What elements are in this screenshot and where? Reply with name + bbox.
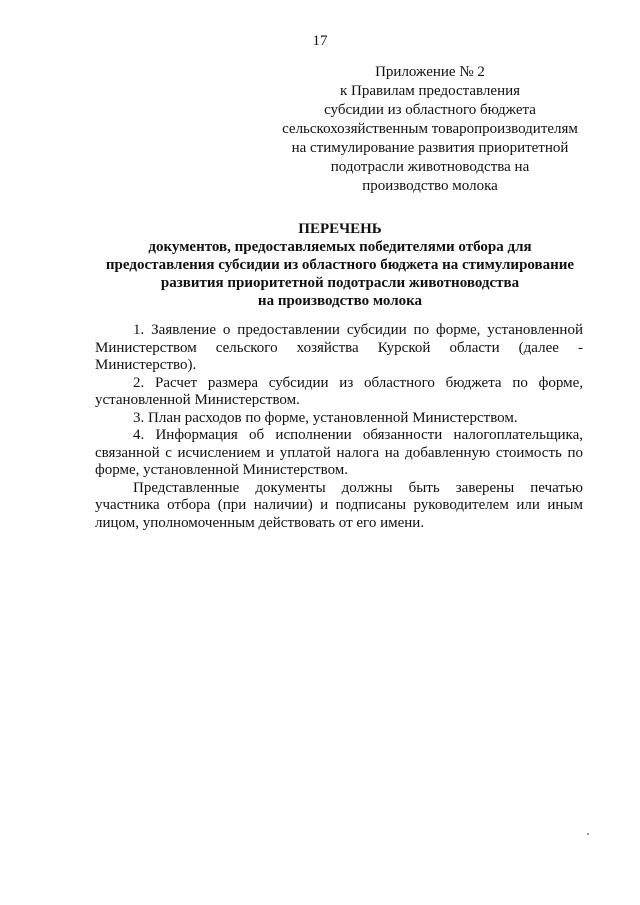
appendix-header xyxy=(262,63,598,196)
appendix-line: подотрасли животноводства на xyxy=(330,159,530,175)
document-title xyxy=(60,220,620,310)
appendix-line: производство молока xyxy=(362,178,498,194)
title-subtitle-line: документов, предоставляемых победителями отбора для xyxy=(148,239,532,255)
document-body xyxy=(95,322,583,532)
title-subtitle-line: предоставления субсидии из областного бюджета на стимулирование xyxy=(105,257,575,273)
list-item: 2. Расчет размера субсидии из областного бюджета по форме, установленной Министерством. xyxy=(95,374,583,408)
title-subtitle-line: развития приоритетной подотрасли животноводства xyxy=(160,275,520,291)
scan-speck xyxy=(587,833,589,835)
title-heading: ПЕРЕЧЕНЬ xyxy=(298,221,382,237)
list-item: 4. Информация об исполнении обязанности налогоплательщика, связанной с исчислением и уплатой налога на добавленную стоимость по форме, установленной Министерством. xyxy=(95,427,583,478)
appendix-line: к Правилам предоставления xyxy=(339,83,521,99)
appendix-line: сельскохозяйственным товаропроизводителям xyxy=(282,121,578,137)
page-number: 17 xyxy=(312,33,328,49)
title-subtitle-line: на производство молока xyxy=(257,293,423,309)
appendix-line: на стимулирование развития приоритетной xyxy=(291,140,569,156)
closing-paragraph: Представленные документы должны быть заверены печатью участника отбора (при наличии) и подписаны руководителем или иным лицом, уполномоченным действовать от его имени. xyxy=(95,479,583,531)
appendix-line: субсидии из областного бюджета xyxy=(324,102,536,118)
appendix-line: Приложение № 2 xyxy=(375,64,485,80)
list-item: 1. Заявление о предоставлении субсидии по форме, установленной Министерством сельского хозяйства Курской области (далее - Министерство). xyxy=(95,322,583,373)
list-item: 3. План расходов по форме, установленной Министерством. xyxy=(133,409,518,426)
